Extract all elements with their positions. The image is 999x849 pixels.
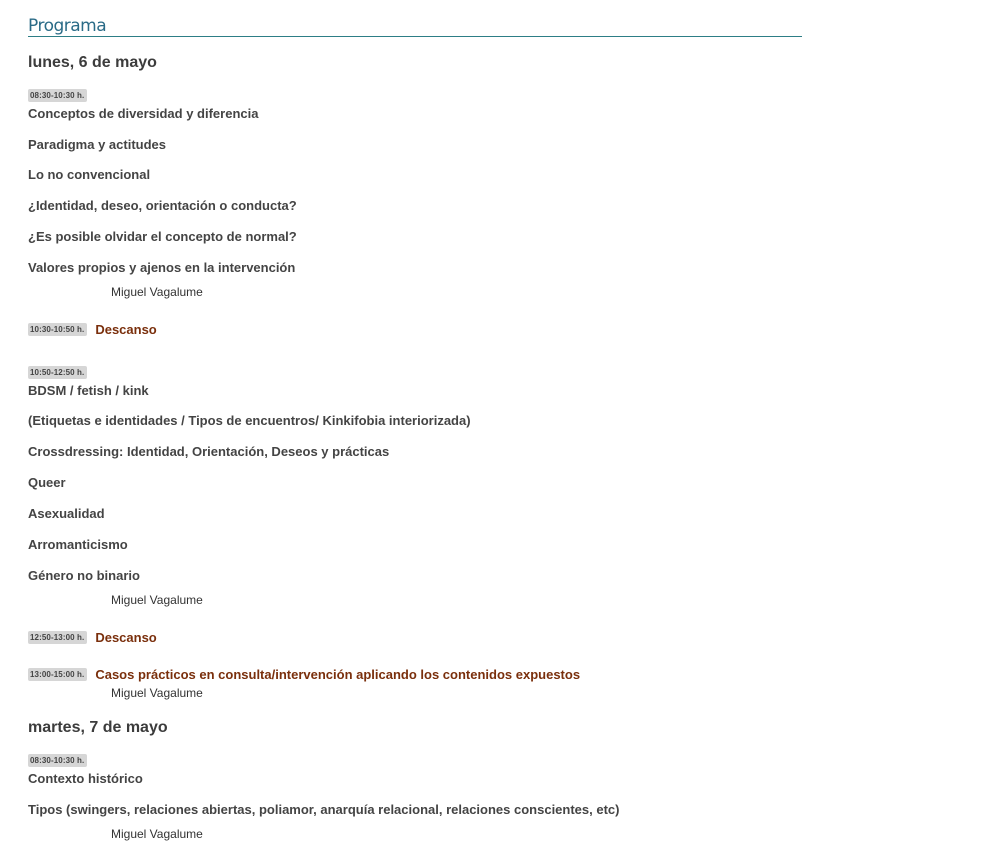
session-topic: Asexualidad bbox=[28, 506, 105, 521]
time-badge bbox=[28, 85, 87, 103]
session-topic: Tipos (swingers, relaciones abiertas, poliamor, anarquía relacional, relaciones conscientes, etc) bbox=[28, 802, 620, 817]
session-label: Casos prácticos en consulta/intervención aplicando los contenidos expuestos bbox=[95, 667, 581, 682]
speaker-name: Miguel Vagalume bbox=[111, 827, 203, 841]
break-row bbox=[28, 630, 157, 645]
session-row bbox=[28, 667, 580, 682]
session-topic: Conceptos de diversidad y diferencia bbox=[28, 106, 259, 121]
session-topic: (Etiquetas e identidades / Tipos de encuentros/ Kinkifobia interiorizada) bbox=[28, 413, 471, 428]
speaker-name: Miguel Vagalume bbox=[111, 686, 203, 700]
section-header bbox=[28, 14, 802, 37]
session-topic: Paradigma y actitudes bbox=[28, 137, 166, 152]
time-badge bbox=[28, 362, 87, 380]
time-badge-label: 08:30-10:30 h. bbox=[28, 89, 87, 102]
session-topic: ¿Es posible olvidar el concepto de normal? bbox=[28, 229, 297, 244]
speaker-name: Miguel Vagalume bbox=[111, 285, 203, 299]
break-row bbox=[28, 322, 157, 337]
session-topic: Contexto histórico bbox=[28, 771, 143, 786]
session-topic: Arromanticismo bbox=[28, 537, 128, 552]
session-topic: Crossdressing: Identidad, Orientación, Deseos y prácticas bbox=[28, 444, 390, 459]
time-badge bbox=[28, 750, 87, 768]
time-badge-label: 08:30-10:30 h. bbox=[28, 754, 87, 767]
speaker-name: Miguel Vagalume bbox=[111, 593, 203, 607]
session-topic: BDSM / fetish / kink bbox=[28, 383, 149, 398]
session-topic: Queer bbox=[28, 475, 66, 490]
session-topic: Género no binario bbox=[28, 568, 140, 583]
day-heading-2: martes, 7 de mayo bbox=[28, 719, 168, 736]
time-badge-label: 13:00-15:00 h. bbox=[28, 668, 87, 681]
section-title: Programa bbox=[28, 16, 107, 36]
session-topic: Valores propios y ajenos en la intervención bbox=[28, 260, 296, 275]
break-label: Descanso bbox=[95, 322, 157, 337]
time-badge-label: 12:50-13:00 h. bbox=[28, 631, 87, 644]
session-topic: ¿Identidad, deseo, orientación o conducta? bbox=[28, 198, 297, 213]
break-label: Descanso bbox=[95, 630, 157, 645]
time-badge-label: 10:50-12:50 h. bbox=[28, 366, 87, 379]
day-heading-1: lunes, 6 de mayo bbox=[28, 54, 157, 71]
time-badge-label: 10:30-10:50 h. bbox=[28, 323, 87, 336]
session-topic: Lo no convencional bbox=[28, 167, 151, 182]
